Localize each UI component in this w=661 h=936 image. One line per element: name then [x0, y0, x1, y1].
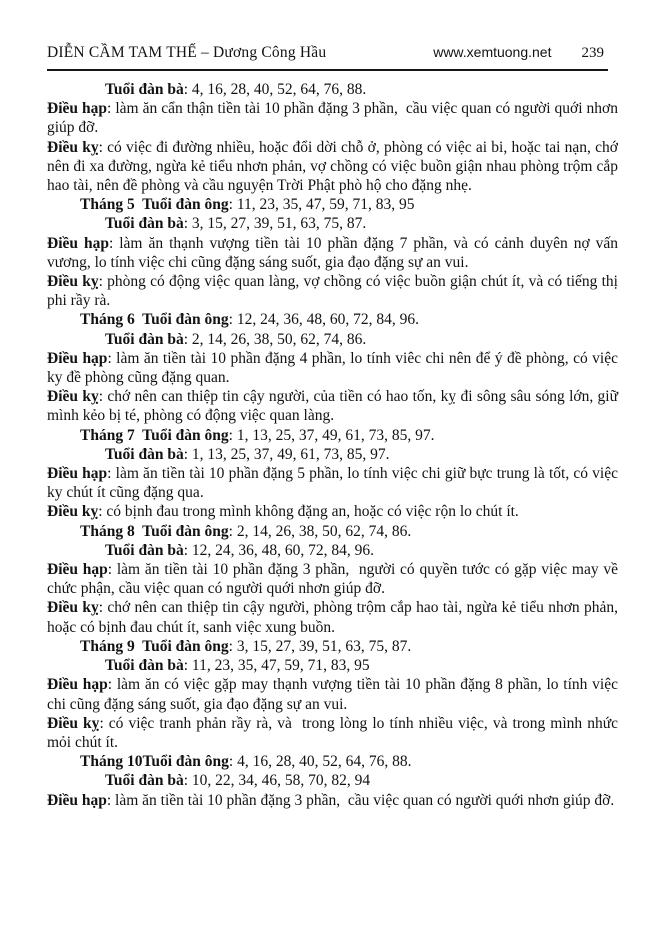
- advice-paragraph: [47, 234, 618, 272]
- line-label: Điều kỵ: [47, 714, 100, 732]
- female-ages-line: [47, 656, 618, 675]
- line-label: Tháng 6 Tuổi đàn ông: [80, 311, 229, 329]
- line-text: : phòng có động việc quan làng, vợ chồng có việc buồn giận chút ít, và có tiếng thị phi rầy rà.: [47, 273, 618, 310]
- line-text: : làm ăn tiền tài 10 phần đặng 5 phần, lo tính việc chi giữ bực trung là tốt, có việc ky chút ít cũng đặng qua.: [47, 465, 618, 502]
- line-text: : 2, 14, 26, 38, 50, 62, 74, 86.: [183, 330, 367, 348]
- month-ages-line: [47, 637, 618, 656]
- line-label: Tuổi đàn bà: [105, 657, 184, 675]
- line-label: Điều kỵ: [47, 388, 99, 406]
- advice-paragraph: [47, 272, 618, 310]
- female-ages-line: [47, 541, 618, 560]
- line-label: Tuổi đàn bà: [105, 541, 184, 559]
- page-header: [47, 44, 618, 62]
- female-ages-line: [47, 330, 618, 349]
- line-text: : 4, 16, 28, 40, 52, 64, 76, 88.: [183, 81, 367, 98]
- line-text: : làm ăn có việc gặp may thạnh vượng tiền tài 10 phần đặng 8 phần, lo tính việc chi cũng đặng sáng suốt, gia đạo đặng sự an vui.: [47, 676, 618, 713]
- line-label: Tuổi đàn bà: [105, 445, 184, 463]
- line-text: : chớ nên can thiệp tin cậy người, của tiền có hao tốn, kỵ đi sông sâu sóng lớn, giữ mình kẻo bị té, phòng có động việc quan làng.: [47, 388, 618, 425]
- advice-paragraph: [47, 791, 618, 810]
- line-label: Điều hạp: [47, 100, 108, 118]
- website-url: www.xemtuong.net: [433, 44, 552, 60]
- line-label: Tuổi đàn bà: [105, 330, 184, 348]
- line-text: : 2, 14, 26, 38, 50, 62, 74, 86.: [228, 522, 412, 540]
- advice-paragraph: [47, 598, 618, 636]
- line-label: Tháng 7 Tuổi đàn ông: [80, 426, 229, 444]
- line-text: : làm ăn thạnh vượng tiền tài 10 phần đặng 7 phần, và có cảnh duyên nợ vấn vương, lo tính việc chi cũng đặng sáng suốt, gia đạo đặng sự an vui.: [47, 234, 618, 271]
- line-text: : có việc đi đường nhiều, hoặc đổi dời chỗ ở, phòng có việc ai bi, hoặc tai nạn, chớ nên đi xa đường, ngừa kẻ tiểu nhơn phản, vợ chồng có việc buồn giận nhau phòng trộm cắp hao tài, nên đề phòng và cầu nguyện Trời Phật phò hộ cho đặng nhẹ.: [47, 138, 618, 195]
- line-text: : có việc tranh phản rầy rà, và trong lòng lo tính nhiều việc, và trong mình nhức mỏi chút ít.: [47, 714, 618, 751]
- line-label: Điều hạp: [47, 465, 108, 483]
- line-label: Tuổi đàn bà: [105, 215, 184, 233]
- line-label: Điều hạp: [47, 561, 108, 579]
- line-label: Tháng 8 Tuổi đàn ông: [80, 522, 229, 540]
- line-label: Tháng 5 Tuổi đàn ông: [80, 196, 229, 214]
- header-divider: [47, 69, 608, 71]
- line-text: : 3, 15, 27, 39, 51, 63, 75, 87.: [228, 637, 412, 655]
- line-text: : 11, 23, 35, 47, 59, 71, 83, 95: [183, 657, 370, 675]
- line-text: : 10, 22, 34, 46, 58, 70, 82, 94: [183, 772, 371, 790]
- line-label: Tuổi đàn bà: [105, 772, 184, 790]
- line-text: : làm ăn tiền tài 10 phần đặng 3 phần, cầu việc quan có người quới nhơn giúp đỡ.: [106, 791, 615, 809]
- line-label: Tuổi đàn bà: [105, 81, 184, 98]
- line-text: : làm ăn tiền tài 10 phần đặng 3 phần, người có quyền tước có gặp việc may về chức phận, cầu việc quan có người quới nhơn giúp đỡ.: [47, 561, 618, 598]
- line-text: : 11, 23, 35, 47, 59, 71, 83, 95: [228, 196, 415, 214]
- line-label: Điều hạp: [47, 676, 108, 694]
- advice-paragraph: [47, 387, 618, 425]
- month-ages-line: [47, 310, 618, 329]
- line-text: : 12, 24, 36, 48, 60, 72, 84, 96.: [228, 311, 419, 329]
- line-label: Điều kỵ: [47, 599, 99, 617]
- female-ages-line: [47, 445, 618, 464]
- line-text: : làm ăn cẩn thận tiền tài 10 phần đặng 3 phần, cầu việc quan có người quới nhơn giúp đỡ.: [47, 100, 618, 137]
- advice-paragraph: [47, 714, 618, 752]
- page-body: [47, 80, 618, 810]
- line-label: Tháng 10Tuổi đàn ông: [80, 753, 229, 771]
- line-text: : 1, 13, 25, 37, 49, 61, 73, 85, 97.: [228, 426, 435, 444]
- female-ages-line: [47, 80, 618, 99]
- female-ages-line: [47, 214, 618, 233]
- month-ages-line: [47, 522, 618, 541]
- advice-paragraph: [47, 560, 618, 598]
- line-text: : 4, 16, 28, 40, 52, 64, 76, 88.: [228, 753, 412, 771]
- line-label: Điều kỵ: [47, 138, 99, 156]
- document-title: DIỄN CẦM TAM THẾ – Dương Công Hầu: [47, 44, 327, 61]
- header-right-group: [433, 44, 604, 62]
- advice-paragraph: [47, 502, 618, 521]
- line-text: : làm ăn tiền tài 10 phần đặng 4 phần, lo tính viêc chi nên để ý đề phòng, có việc ky đề phòng cũng đặng quan.: [47, 349, 618, 387]
- month-ages-line: [47, 195, 618, 214]
- line-text: : 12, 24, 36, 48, 60, 72, 84, 96.: [183, 541, 375, 559]
- line-label: Điều hạp: [47, 791, 107, 809]
- advice-paragraph: [47, 464, 618, 502]
- month-ages-line: [47, 752, 618, 771]
- advice-paragraph: [47, 349, 618, 387]
- line-label: Điều hạp: [47, 349, 108, 367]
- line-text: : chớ nên can thiệp tin cậy người, phòng trộm cắp hao tài, ngừa kẻ tiểu nhơn phản, hoặc có bịnh đau chút ít, sanh việc xung buồn.: [47, 599, 618, 636]
- advice-paragraph: [47, 99, 618, 137]
- line-label: Tháng 9 Tuổi đàn ông: [80, 637, 229, 655]
- advice-paragraph: [47, 675, 618, 713]
- line-text: : 3, 15, 27, 39, 51, 63, 75, 87.: [183, 215, 367, 233]
- line-text: : 1, 13, 25, 37, 49, 61, 73, 85, 97.: [183, 445, 390, 463]
- page-number: 239: [581, 45, 604, 61]
- line-label: Điều hạp: [47, 234, 109, 252]
- advice-paragraph: [47, 138, 618, 196]
- female-ages-line: [47, 771, 618, 790]
- month-ages-line: [47, 426, 618, 445]
- line-label: Điều kỵ: [47, 503, 99, 521]
- line-text: : có bịnh đau trong mình không đặng an, hoặc có việc rộn lo chút ít.: [98, 503, 519, 521]
- line-label: Điều kỵ: [47, 273, 99, 291]
